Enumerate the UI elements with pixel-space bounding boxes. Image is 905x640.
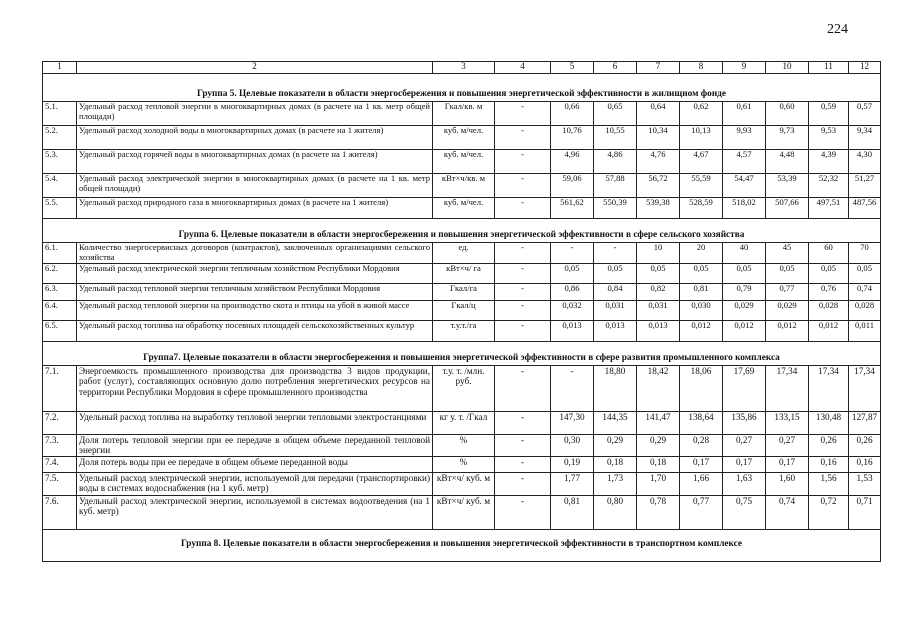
- value-cell: 45: [766, 243, 809, 264]
- value-cell: 0,028: [809, 300, 849, 320]
- group-title-row: [43, 529, 881, 561]
- value-cell: 0,29: [637, 434, 680, 456]
- table-row: [43, 150, 881, 174]
- value-cell: 0,031: [594, 300, 637, 320]
- row-number: 6.2.: [43, 263, 77, 283]
- value-cell: 0,74: [849, 283, 881, 300]
- value-cell: 0,012: [680, 320, 723, 341]
- value-cell: 0,60: [766, 102, 809, 126]
- value-cell: 0,17: [680, 456, 723, 472]
- value-cell: -: [594, 243, 637, 264]
- unit-cell: куб. м/чел.: [433, 126, 495, 150]
- indicator-name: Удельный расход топлива на выработку тепловой энергии тепловыми электростанциями: [77, 411, 433, 434]
- row-number: 7.1.: [43, 365, 77, 411]
- value-cell: 52,32: [809, 174, 849, 198]
- header-cell: 9: [723, 62, 766, 74]
- value-cell: 0,012: [809, 320, 849, 341]
- value-cell: 0,26: [849, 434, 881, 456]
- value-cell: 10,34: [637, 126, 680, 150]
- value-cell: 1,56: [809, 472, 849, 495]
- value-cell: 144,35: [594, 411, 637, 434]
- value-cell: 0,28: [680, 434, 723, 456]
- value-cell: 1,60: [766, 472, 809, 495]
- value-cell: 4,30: [849, 150, 881, 174]
- value-cell: 138,64: [680, 411, 723, 434]
- value-cell: 10,13: [680, 126, 723, 150]
- value-cell: 1,63: [723, 472, 766, 495]
- target-indicators-table: [42, 61, 881, 562]
- value-cell: 59,06: [551, 174, 594, 198]
- table-row: [43, 243, 881, 264]
- table-row: [43, 126, 881, 150]
- value-cell: 60: [809, 243, 849, 264]
- value-cell: 0,029: [766, 300, 809, 320]
- group-title: Группа 5. Целевые показатели в области энергосбережения и повышения энергетической эффективности в жилищном фонде: [43, 74, 881, 102]
- value-cell: 0,78: [637, 495, 680, 529]
- value-cell: 54,47: [723, 174, 766, 198]
- group-title: Группа7. Целевые показатели в области энергосбережения и повышения энергетической эффективности в сфере развития промышленного комплекса: [43, 341, 881, 365]
- value-cell: 0,028: [849, 300, 881, 320]
- base-value-cell: -: [495, 283, 551, 300]
- value-cell: 0,84: [594, 283, 637, 300]
- base-value-cell: -: [495, 198, 551, 219]
- value-cell: 539,38: [637, 198, 680, 219]
- table-row: [43, 263, 881, 283]
- value-cell: 4,96: [551, 150, 594, 174]
- group-title: Группа 6. Целевые показатели в области энергосбережения и повышения энергетической эффективности в сфере сельского хозяйства: [43, 219, 881, 243]
- indicator-name: Удельный расход электрической энергии, используемой для передачи (транспортировки) воды в системах водоснабжения (на 1 куб. метр): [77, 472, 433, 495]
- unit-cell: т.у.т./га: [433, 320, 495, 341]
- value-cell: 0,030: [680, 300, 723, 320]
- unit-cell: ед.: [433, 243, 495, 264]
- value-cell: 1,70: [637, 472, 680, 495]
- header-row: [43, 62, 881, 74]
- value-cell: 4,86: [594, 150, 637, 174]
- value-cell: 9,93: [723, 126, 766, 150]
- value-cell: 1,77: [551, 472, 594, 495]
- table-row: [43, 320, 881, 341]
- indicator-name: Доля потерь воды при ее передаче в общем объеме переданной воды: [77, 456, 433, 472]
- header-cell: 8: [680, 62, 723, 74]
- table-row: [43, 456, 881, 472]
- value-cell: 141,47: [637, 411, 680, 434]
- header-cell: 2: [77, 62, 433, 74]
- base-value-cell: -: [495, 174, 551, 198]
- group-title-row: [43, 219, 881, 243]
- value-cell: 10,76: [551, 126, 594, 150]
- header-cell: 12: [849, 62, 881, 74]
- unit-cell: т.у. т. /млн. руб.: [433, 365, 495, 411]
- value-cell: 4,76: [637, 150, 680, 174]
- table-row: [43, 102, 881, 126]
- header-cell: 11: [809, 62, 849, 74]
- unit-cell: Гкал/ц: [433, 300, 495, 320]
- unit-cell: кВт×ч/ га: [433, 263, 495, 283]
- value-cell: 0,66: [551, 102, 594, 126]
- value-cell: 9,73: [766, 126, 809, 150]
- header-cell: 5: [551, 62, 594, 74]
- row-number: 5.1.: [43, 102, 77, 126]
- indicator-name: Энергоемкость промышленного производства для производства 3 видов продукции, работ (услуг), составляющих основную долю потребления энергетических ресурсов на территории Республики Мордовия в сфере промышленного производства: [77, 365, 433, 411]
- base-value-cell: -: [495, 320, 551, 341]
- table-row: [43, 198, 881, 219]
- value-cell: 0,81: [551, 495, 594, 529]
- table-row: [43, 174, 881, 198]
- indicator-name: Удельный расход тепловой энергии в многоквартирных домах (в расчете на 1 кв. метр общей площади): [77, 102, 433, 126]
- value-cell: 133,15: [766, 411, 809, 434]
- row-number: 5.2.: [43, 126, 77, 150]
- value-cell: 0,64: [637, 102, 680, 126]
- value-cell: 0,05: [594, 263, 637, 283]
- value-cell: 18,42: [637, 365, 680, 411]
- row-number: 7.4.: [43, 456, 77, 472]
- value-cell: 0,16: [809, 456, 849, 472]
- value-cell: 0,57: [849, 102, 881, 126]
- value-cell: 0,05: [637, 263, 680, 283]
- base-value-cell: -: [495, 411, 551, 434]
- indicator-name: Удельный расход электрической энергии в многоквартирных домах (в расчете на 1 кв. метр общей площади): [77, 174, 433, 198]
- value-cell: 0,75: [723, 495, 766, 529]
- row-number: 6.4.: [43, 300, 77, 320]
- value-cell: 127,87: [849, 411, 881, 434]
- table-row: [43, 472, 881, 495]
- value-cell: 0,013: [637, 320, 680, 341]
- base-value-cell: -: [495, 150, 551, 174]
- value-cell: 0,18: [594, 456, 637, 472]
- value-cell: 53,39: [766, 174, 809, 198]
- row-number: 7.3.: [43, 434, 77, 456]
- value-cell: 0,77: [680, 495, 723, 529]
- base-value-cell: -: [495, 456, 551, 472]
- value-cell: 4,39: [809, 150, 849, 174]
- row-number: 7.2.: [43, 411, 77, 434]
- indicator-name: Удельный расход электрической энергии тепличным хозяйством Республики Мордовия: [77, 263, 433, 283]
- value-cell: 40: [723, 243, 766, 264]
- value-cell: 10,55: [594, 126, 637, 150]
- value-cell: 70: [849, 243, 881, 264]
- unit-cell: Гкал/кв. м: [433, 102, 495, 126]
- value-cell: 0,62: [680, 102, 723, 126]
- group-title: Группа 8. Целевые показатели в области энергосбережения и повышения энергетической эффективности в транспортном комплексе: [43, 529, 881, 561]
- value-cell: 0,27: [766, 434, 809, 456]
- value-cell: 135,86: [723, 411, 766, 434]
- unit-cell: Гкал/га: [433, 283, 495, 300]
- value-cell: 0,05: [723, 263, 766, 283]
- group-title-row: [43, 74, 881, 102]
- row-number: 7.5.: [43, 472, 77, 495]
- value-cell: 10: [637, 243, 680, 264]
- value-cell: 518,02: [723, 198, 766, 219]
- unit-cell: кг у. т. /Гкал: [433, 411, 495, 434]
- row-number: 6.1.: [43, 243, 77, 264]
- base-value-cell: -: [495, 243, 551, 264]
- unit-cell: куб. м/чел.: [433, 198, 495, 219]
- value-cell: 9,53: [809, 126, 849, 150]
- value-cell: 528,59: [680, 198, 723, 219]
- row-number: 7.6.: [43, 495, 77, 529]
- value-cell: -: [551, 243, 594, 264]
- unit-cell: кВт×ч/ куб. м: [433, 472, 495, 495]
- indicator-name: Доля потерь тепловой энергии при ее передаче в общем объеме переданной тепловой энергии: [77, 434, 433, 456]
- base-value-cell: -: [495, 434, 551, 456]
- page-number: 224: [827, 22, 848, 37]
- row-number: 6.3.: [43, 283, 77, 300]
- value-cell: 0,79: [723, 283, 766, 300]
- table-row: [43, 434, 881, 456]
- value-cell: 0,81: [680, 283, 723, 300]
- base-value-cell: -: [495, 472, 551, 495]
- value-cell: 18,06: [680, 365, 723, 411]
- value-cell: 1,53: [849, 472, 881, 495]
- value-cell: 17,34: [849, 365, 881, 411]
- value-cell: 0,05: [849, 263, 881, 283]
- value-cell: 0,05: [680, 263, 723, 283]
- unit-cell: кВт×ч/кв. м: [433, 174, 495, 198]
- value-cell: 0,29: [594, 434, 637, 456]
- value-cell: 0,74: [766, 495, 809, 529]
- value-cell: 0,72: [809, 495, 849, 529]
- value-cell: 0,26: [809, 434, 849, 456]
- value-cell: 0,012: [723, 320, 766, 341]
- value-cell: 0,82: [637, 283, 680, 300]
- value-cell: 0,19: [551, 456, 594, 472]
- table-row: [43, 411, 881, 434]
- row-number: 6.5.: [43, 320, 77, 341]
- value-cell: 0,032: [551, 300, 594, 320]
- base-value-cell: -: [495, 495, 551, 529]
- value-cell: 4,48: [766, 150, 809, 174]
- value-cell: 17,69: [723, 365, 766, 411]
- value-cell: 57,88: [594, 174, 637, 198]
- value-cell: 56,72: [637, 174, 680, 198]
- value-cell: 0,17: [723, 456, 766, 472]
- value-cell: 51,27: [849, 174, 881, 198]
- row-number: 5.4.: [43, 174, 77, 198]
- indicator-name: Удельный расход электрической энергии, используемой в системах водоотведения (на 1 куб. метр): [77, 495, 433, 529]
- value-cell: 0,031: [637, 300, 680, 320]
- table-row: [43, 365, 881, 411]
- table-row: [43, 283, 881, 300]
- value-cell: 507,66: [766, 198, 809, 219]
- unit-cell: %: [433, 434, 495, 456]
- value-cell: 497,51: [809, 198, 849, 219]
- value-cell: 0,76: [809, 283, 849, 300]
- value-cell: 4,67: [680, 150, 723, 174]
- value-cell: 0,27: [723, 434, 766, 456]
- table-row: [43, 495, 881, 529]
- value-cell: 0,05: [766, 263, 809, 283]
- value-cell: 1,73: [594, 472, 637, 495]
- value-cell: 1,66: [680, 472, 723, 495]
- indicator-name: Удельный расход природного газа в многоквартирных домах (в расчете на 1 жителя): [77, 198, 433, 219]
- indicator-name: Удельный расход тепловой энергии на производство скота и птицы на убой в живой массе: [77, 300, 433, 320]
- base-value-cell: -: [495, 300, 551, 320]
- row-number: 5.3.: [43, 150, 77, 174]
- unit-cell: %: [433, 456, 495, 472]
- base-value-cell: -: [495, 102, 551, 126]
- unit-cell: куб. м/чел.: [433, 150, 495, 174]
- value-cell: 0,013: [594, 320, 637, 341]
- value-cell: 130,48: [809, 411, 849, 434]
- row-number: 5.5.: [43, 198, 77, 219]
- value-cell: 0,05: [809, 263, 849, 283]
- value-cell: 147,30: [551, 411, 594, 434]
- indicator-name: Удельный расход горячей воды в многоквартирных домах (в расчете на 1 жителя): [77, 150, 433, 174]
- value-cell: 9,34: [849, 126, 881, 150]
- value-cell: 0,013: [551, 320, 594, 341]
- value-cell: 561,62: [551, 198, 594, 219]
- value-cell: 0,17: [766, 456, 809, 472]
- base-value-cell: -: [495, 263, 551, 283]
- value-cell: 20: [680, 243, 723, 264]
- header-cell: 6: [594, 62, 637, 74]
- value-cell: 0,30: [551, 434, 594, 456]
- header-cell: 10: [766, 62, 809, 74]
- value-cell: 0,16: [849, 456, 881, 472]
- header-cell: 1: [43, 62, 77, 74]
- value-cell: 17,34: [809, 365, 849, 411]
- indicator-name: Удельный расход топлива на обработку посевных площадей сельскохозяйственных культур: [77, 320, 433, 341]
- value-cell: -: [551, 365, 594, 411]
- value-cell: 17,34: [766, 365, 809, 411]
- value-cell: 0,05: [551, 263, 594, 283]
- base-value-cell: -: [495, 126, 551, 150]
- header-cell: 7: [637, 62, 680, 74]
- header-cell: 4: [495, 62, 551, 74]
- value-cell: 0,59: [809, 102, 849, 126]
- table-row: [43, 300, 881, 320]
- indicator-name: Удельный расход тепловой энергии тепличным хозяйством Республики Мордовия: [77, 283, 433, 300]
- value-cell: 0,61: [723, 102, 766, 126]
- indicator-name: Количество энергосервисных договоров (контрактов), заключенных организациями сельского хозяйства: [77, 243, 433, 264]
- value-cell: 0,012: [766, 320, 809, 341]
- value-cell: 0,011: [849, 320, 881, 341]
- value-cell: 0,86: [551, 283, 594, 300]
- value-cell: 0,65: [594, 102, 637, 126]
- value-cell: 55,59: [680, 174, 723, 198]
- value-cell: 550,39: [594, 198, 637, 219]
- value-cell: 0,80: [594, 495, 637, 529]
- value-cell: 18,80: [594, 365, 637, 411]
- header-cell: 3: [433, 62, 495, 74]
- value-cell: 0,77: [766, 283, 809, 300]
- value-cell: 0,18: [637, 456, 680, 472]
- group-title-row: [43, 341, 881, 365]
- base-value-cell: -: [495, 365, 551, 411]
- value-cell: 0,71: [849, 495, 881, 529]
- value-cell: 4,57: [723, 150, 766, 174]
- value-cell: 487,56: [849, 198, 881, 219]
- unit-cell: кВт×ч/ куб. м: [433, 495, 495, 529]
- value-cell: 0,029: [723, 300, 766, 320]
- indicator-name: Удельный расход холодной воды в многоквартирных домах (в расчете на 1 жителя): [77, 126, 433, 150]
